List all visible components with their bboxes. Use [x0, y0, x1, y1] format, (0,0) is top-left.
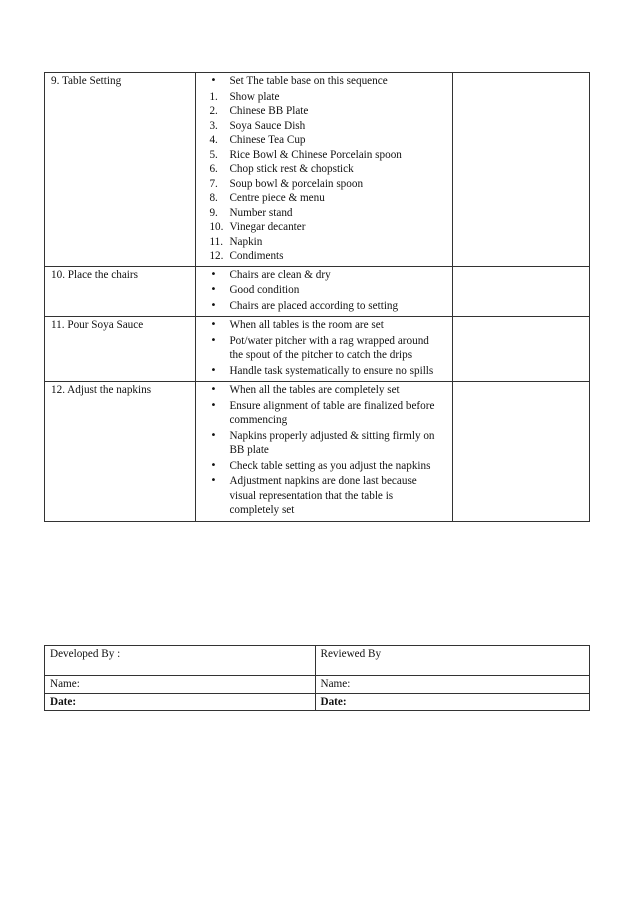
- bullet-text: When all tables is the room are set: [229, 319, 384, 331]
- item-text: Soya Sauce Dish: [229, 119, 306, 132]
- procedure-table-body: [45, 73, 590, 522]
- bullet-text: Check table setting as you adjust the napkins: [229, 459, 431, 472]
- numbered-item: [209, 148, 451, 163]
- bullet-item: [209, 283, 451, 298]
- bullet-icon: •: [210, 429, 217, 441]
- numbered-item: [209, 90, 451, 105]
- date-left-cell: [45, 693, 316, 711]
- bullet-icon: •: [210, 268, 217, 280]
- bullet-text: Handle task systematically to ensure no spills: [229, 364, 434, 377]
- bullet-icon: •: [210, 299, 217, 311]
- numbered-item: [209, 162, 451, 177]
- bullet-icon: •: [210, 459, 217, 471]
- numbered-item: [209, 191, 451, 206]
- item-text: Vinegar decanter: [229, 221, 306, 233]
- name-left-label: Name:: [50, 678, 80, 690]
- step-detail-cell: [196, 317, 452, 382]
- bullet-item: [209, 383, 451, 398]
- step-detail-cell: [196, 266, 452, 317]
- item-number: 5.: [209, 148, 218, 161]
- bullet-text: Ensure alignment of table are finalized before commencing: [229, 399, 435, 426]
- bullet-icon: •: [210, 334, 217, 346]
- item-number: 4.: [209, 134, 218, 146]
- item-text: Chop stick rest & chopstick: [229, 163, 354, 175]
- item-text: Centre piece & menu: [229, 192, 325, 204]
- bullet-text: Good condition: [229, 284, 300, 296]
- bullet-item: [209, 459, 451, 474]
- bullet-item: [209, 334, 451, 363]
- numbered-item: [209, 177, 451, 192]
- item-number: 3.: [209, 119, 218, 132]
- bullet-item: [209, 268, 451, 283]
- bullet-text: Napkins properly adjusted & sitting firmly on BB plate: [229, 429, 435, 456]
- step-title: 11. Pour Soya Sauce: [51, 319, 144, 331]
- item-number: 12.: [209, 250, 224, 262]
- bullet-icon: •: [210, 399, 217, 411]
- step-detail-cell: [196, 73, 452, 267]
- name-right-cell: [315, 676, 590, 694]
- item-number: 8.: [209, 192, 218, 204]
- bullet-item: [209, 399, 451, 428]
- item-text: Number stand: [229, 206, 293, 219]
- step-row: [45, 317, 590, 382]
- step-remarks-cell: [452, 266, 589, 317]
- step-row: [45, 382, 590, 522]
- item-text: Rice Bowl & Chinese Porcelain spoon: [229, 148, 402, 161]
- item-text: Condiments: [229, 250, 284, 262]
- bullet-item: [209, 318, 451, 333]
- step-row: [45, 266, 590, 317]
- step-detail-cell: [196, 382, 452, 522]
- step-remarks-cell: [452, 317, 589, 382]
- date-left-label: Date:: [50, 695, 77, 708]
- bullet-text: Chairs are clean & dry: [229, 268, 331, 281]
- step-title-cell: [45, 382, 196, 522]
- bullet-text: Adjustment napkins are done last because visual representation that the table is completely set: [229, 475, 417, 516]
- name-left-cell: [45, 676, 316, 694]
- item-number: 2.: [209, 105, 218, 117]
- bullet-text: Pot/water pitcher with a rag wrapped around the spout of the pitcher to catch the drips: [229, 334, 429, 361]
- item-text: Chinese BB Plate: [229, 105, 309, 117]
- item-number: 11.: [209, 235, 224, 248]
- bullet-item: [209, 474, 451, 518]
- numbered-item: [209, 220, 451, 235]
- numbered-item: [209, 133, 451, 148]
- step-title-cell: [45, 73, 196, 267]
- numbered-item: [209, 249, 451, 264]
- signoff-row-header: [45, 646, 590, 676]
- bullet-icon: •: [210, 284, 217, 295]
- step-remarks-cell: [452, 382, 589, 522]
- step-title: 12. Adjust the napkins: [51, 384, 152, 396]
- date-right-label: Date:: [320, 695, 347, 708]
- bullet-icon: •: [210, 319, 217, 330]
- bullet-text: Set The table base on this sequence: [229, 75, 388, 87]
- numbered-item: [209, 104, 451, 119]
- item-number: 10.: [209, 221, 224, 233]
- reviewed-by-cell: [315, 646, 590, 676]
- date-right-cell: [315, 693, 590, 711]
- step-title-cell: [45, 266, 196, 317]
- item-text: Show plate: [229, 90, 280, 103]
- step-remarks-cell: [452, 73, 589, 267]
- name-right-label: Name:: [320, 678, 351, 690]
- step-row: [45, 73, 590, 267]
- developed-by-cell: [45, 646, 316, 676]
- bullet-item: [209, 364, 451, 379]
- bullet-item: [209, 299, 451, 314]
- item-text: Soup bowl & porcelain spoon: [229, 177, 364, 190]
- item-text: Chinese Tea Cup: [229, 134, 306, 146]
- procedure-table: [44, 72, 590, 522]
- developed-by-label: Developed By :: [50, 648, 121, 660]
- numbered-item: [209, 235, 451, 250]
- signoff-row-date: [45, 693, 590, 711]
- reviewed-by-label: Reviewed By: [320, 648, 382, 660]
- item-number: 7.: [209, 177, 218, 190]
- bullet-text: When all the tables are completely set: [229, 384, 400, 396]
- signoff-row-name: [45, 676, 590, 694]
- numbered-item: [209, 206, 451, 221]
- item-text: Napkin: [229, 235, 263, 248]
- step-title-cell: [45, 317, 196, 382]
- step-title: 10. Place the chairs: [51, 268, 138, 281]
- bullet-text: Chairs are placed according to setting: [229, 299, 399, 312]
- bullet-icon: •: [210, 364, 217, 376]
- bullet-icon: •: [210, 75, 217, 86]
- signoff-table: [44, 645, 590, 711]
- bullet-item: [209, 74, 451, 89]
- item-number: 1.: [209, 90, 218, 103]
- bullet-icon: •: [210, 384, 217, 395]
- step-title: 9. Table Setting: [51, 75, 122, 87]
- item-number: 9.: [209, 206, 218, 219]
- numbered-item: [209, 119, 451, 134]
- bullet-icon: •: [210, 475, 217, 486]
- bullet-item: [209, 429, 451, 458]
- item-number: 6.: [209, 163, 218, 175]
